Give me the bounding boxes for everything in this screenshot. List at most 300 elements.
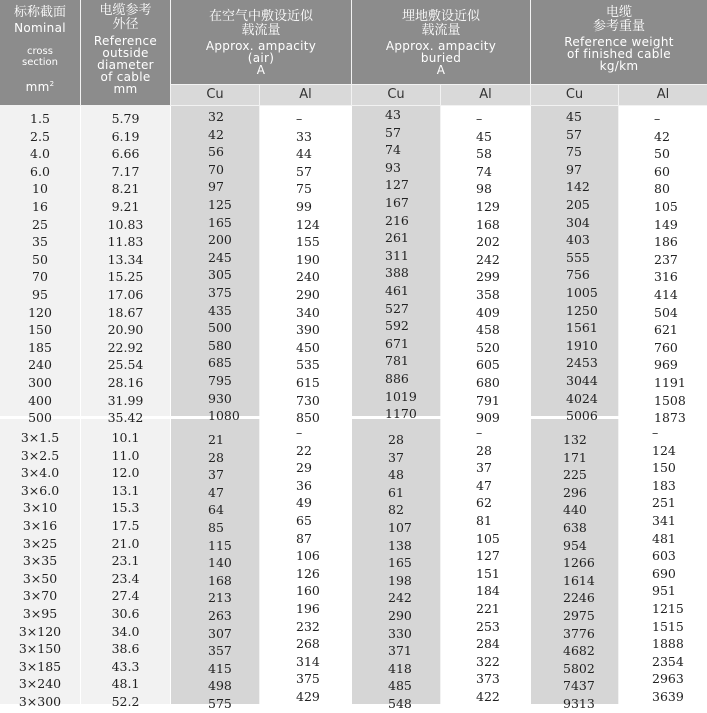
table-cell: 5.79	[111, 111, 140, 126]
table-cell: 168	[476, 216, 500, 232]
diameter-en4: of cable	[100, 70, 151, 84]
table-cell: 60	[654, 163, 670, 179]
triple-weight-al-col	[619, 424, 707, 706]
table-cell: 3×35	[22, 553, 58, 569]
table-cell: 10.83	[107, 216, 144, 232]
table-cell: 126	[296, 565, 320, 581]
table-cell: 418	[388, 660, 412, 676]
table-cell: 1515	[652, 618, 684, 634]
table-cell: 390	[296, 322, 320, 338]
table-cell: 15.3	[111, 500, 140, 516]
table-cell: 358	[476, 286, 500, 302]
table-cell: 340	[296, 304, 320, 320]
table-cell: 221	[476, 600, 500, 616]
table-cell: 3×300	[18, 693, 62, 709]
table-cell: 1888	[652, 636, 684, 652]
table-cell: 1250	[566, 302, 598, 318]
table-cell: 296	[563, 484, 587, 500]
table-cell: 167	[385, 194, 409, 210]
table-cell: 48.1	[111, 676, 140, 692]
table-cell: 520	[476, 339, 500, 355]
table-cell: 13.1	[111, 482, 140, 498]
table-cell: 10.1	[111, 430, 140, 445]
table-cell: 6.0	[30, 163, 50, 179]
table-cell: 316	[654, 269, 678, 285]
table-cell: 4682	[563, 643, 595, 659]
table-cell: 35	[32, 234, 48, 250]
table-cell: 1266	[563, 555, 595, 571]
diameter-en3: diameter	[97, 58, 154, 72]
table-cell: 28	[388, 432, 404, 447]
table-cell: –	[654, 111, 661, 126]
table-cell: 168	[208, 572, 232, 588]
table-cell: 20.90	[107, 322, 144, 338]
table-cell: 65	[296, 512, 312, 528]
air-al-label: Al	[260, 85, 351, 105]
table-cell: 3639	[652, 688, 684, 704]
table-cell: 403	[566, 232, 590, 248]
table-cell: 52.2	[111, 693, 140, 709]
table-cell: 150	[652, 460, 676, 476]
table-cell: 21	[208, 432, 224, 447]
table-cell: 42	[654, 128, 670, 144]
table-cell: 45	[476, 128, 492, 144]
table-cell: 165	[208, 214, 232, 230]
table-cell: 190	[296, 251, 320, 267]
table-cell: 305	[208, 267, 232, 283]
table-cell: 232	[296, 618, 320, 634]
table-cell: 1614	[563, 572, 595, 588]
table-cell: 3×25	[22, 535, 58, 551]
table-cell: 11.0	[111, 447, 140, 463]
table-cell: 47	[476, 477, 492, 493]
table-cell: 75	[296, 181, 312, 197]
table-cell: 11.83	[107, 234, 144, 250]
table-cell: 555	[566, 249, 590, 265]
table-cell: 730	[296, 392, 320, 408]
table-cell: 202	[476, 234, 500, 250]
weight-en2: of finished cable	[567, 47, 671, 61]
table-cell: 23.4	[111, 570, 140, 586]
table-cell: 43.3	[111, 658, 140, 674]
triple-section-col	[0, 429, 80, 711]
table-cell: 37	[208, 467, 224, 483]
table-cell: 3044	[566, 372, 598, 388]
triple-diameter-col	[81, 429, 170, 711]
air-zh1: 在空气中敷设近似	[208, 9, 313, 24]
buried-zh2: 载流量	[421, 23, 461, 38]
table-cell: 23.1	[111, 553, 140, 569]
table-cell: 1.5	[30, 111, 50, 126]
table-cell: 450	[296, 339, 320, 355]
table-cell: 690	[652, 565, 676, 581]
buried-en1: Approx. ampacity	[385, 39, 497, 53]
table-cell: 373	[476, 671, 500, 687]
table-cell: 29	[296, 460, 312, 476]
table-cell: 140	[208, 555, 232, 571]
table-cell: 371	[388, 643, 412, 659]
table-cell: 795	[208, 372, 232, 388]
table-cell: 2975	[563, 607, 595, 623]
buried-unit: A	[436, 63, 446, 77]
table-cell: 129	[476, 198, 500, 214]
table-cell: 33	[296, 128, 312, 144]
single-diameter-col	[81, 110, 170, 427]
table-cell: 311	[385, 247, 409, 263]
table-cell: 603	[652, 548, 676, 564]
table-cell: 930	[208, 390, 232, 406]
table-cell: 850	[296, 410, 320, 426]
table-cell: 57	[566, 126, 582, 142]
table-cell: 70	[208, 161, 224, 177]
table-cell: –	[652, 425, 659, 440]
table-cell: 3×95	[22, 605, 58, 621]
table-cell: 6.19	[111, 128, 140, 144]
table-cell: 56	[208, 144, 224, 160]
table-cell: 61	[388, 484, 404, 500]
table-cell: 3×120	[18, 623, 62, 639]
table-cell: 25.54	[107, 357, 144, 373]
table-cell: 240	[28, 357, 52, 373]
table-cell: 80	[654, 181, 670, 197]
table-cell: 535	[296, 357, 320, 373]
table-cell: 28	[208, 449, 224, 465]
table-cell: 44	[296, 146, 312, 162]
table-cell: 304	[566, 214, 590, 230]
table-cell: 307	[208, 625, 232, 641]
table-cell: 32	[208, 109, 224, 124]
table-cell: 151	[476, 565, 500, 581]
table-cell: 155	[296, 234, 320, 250]
table-cell: –	[296, 111, 303, 126]
table-cell: 2.5	[30, 128, 50, 144]
table-cell: 87	[296, 530, 312, 546]
table-cell: 57	[296, 163, 312, 179]
table-cell: 548	[388, 695, 412, 711]
table-cell: 969	[654, 357, 678, 373]
table-cell: –	[476, 111, 483, 126]
table-cell: 756	[566, 267, 590, 283]
table-cell: 3×240	[18, 676, 62, 692]
table-cell: 284	[476, 636, 500, 652]
table-cell: 322	[476, 653, 500, 669]
table-cell: 22.92	[107, 339, 144, 355]
table-cell: 37	[476, 460, 492, 476]
header-buried	[352, 0, 530, 84]
weight-unit: kg/km	[599, 59, 639, 73]
table-cell: 237	[654, 251, 678, 267]
table-cell: 615	[296, 374, 320, 390]
table-cell: 504	[654, 304, 678, 320]
table-cell: 35.42	[107, 410, 144, 426]
nominal-sub1: cross	[27, 46, 53, 57]
table-cell: 1170	[385, 406, 417, 422]
table-cell: 3×185	[18, 658, 62, 674]
table-cell: 50	[32, 251, 48, 267]
table-cell: 105	[476, 530, 500, 546]
table-cell: 1005	[566, 284, 598, 300]
table-cell: 138	[388, 537, 412, 553]
table-cell: 5006	[566, 408, 598, 424]
table-cell: 954	[563, 537, 587, 553]
table-cell: 400	[28, 392, 52, 408]
table-cell: 38.6	[111, 641, 140, 657]
table-cell: 388	[385, 265, 409, 281]
table-cell: 184	[476, 583, 500, 599]
header-air	[171, 0, 351, 84]
table-cell: 213	[208, 590, 232, 606]
table-cell: 74	[476, 163, 492, 179]
table-cell: 74	[385, 142, 401, 158]
table-cell: 240	[296, 269, 320, 285]
table-cell: 7437	[563, 678, 595, 694]
buried-en2: buried	[420, 51, 462, 65]
table-cell: 9313	[563, 695, 595, 711]
table-cell: 500	[28, 410, 52, 426]
table-cell: 196	[296, 600, 320, 616]
table-cell: 17.06	[107, 286, 144, 302]
diameter-unit: mm	[113, 82, 138, 96]
table-cell: 3×6.0	[20, 482, 60, 498]
table-cell: 3×2.5	[20, 447, 60, 463]
table-cell: 357	[208, 643, 232, 659]
table-cell: 42	[208, 126, 224, 142]
table-cell: 5802	[563, 660, 595, 676]
weight-cu-label: Cu	[531, 85, 618, 105]
table-cell: 8.21	[111, 181, 140, 197]
table-cell: 6.66	[111, 146, 140, 162]
table-cell: 909	[476, 410, 500, 426]
table-cell: 638	[563, 519, 587, 535]
table-cell: 242	[476, 251, 500, 267]
table-cell: 422	[476, 688, 500, 704]
table-cell: 592	[385, 318, 409, 334]
table-cell: 245	[208, 249, 232, 265]
table-cell: 10	[32, 181, 48, 197]
table-cell: 57	[385, 124, 401, 140]
table-cell: 12.0	[111, 465, 140, 481]
table-cell: 2453	[566, 355, 598, 371]
table-cell: 64	[208, 502, 224, 518]
header-diameter	[81, 0, 170, 105]
table-cell: 1215	[652, 600, 684, 616]
buried-zh1: 埋地敷设近似	[401, 9, 480, 24]
table-cell: 185	[28, 339, 52, 355]
table-cell: 17.5	[111, 517, 140, 533]
table-cell: 58	[476, 146, 492, 162]
table-cell: 261	[385, 230, 409, 246]
table-cell: 28	[476, 442, 492, 458]
table-cell: 461	[385, 282, 409, 298]
table-cell: 142	[566, 179, 590, 195]
table-cell: 50	[654, 146, 670, 162]
air-cu-label: Cu	[171, 85, 259, 105]
weight-en1: Reference weight	[564, 35, 674, 49]
table-cell: 150	[28, 322, 52, 338]
table-cell: 36	[296, 477, 312, 493]
buried-cu-label: Cu	[352, 85, 440, 105]
nominal-en: Nominal	[14, 21, 66, 35]
diameter-zh1: 电缆参考	[99, 3, 152, 18]
weight-zh1: 电缆	[605, 5, 632, 20]
table-cell: 440	[563, 502, 587, 518]
table-cell: 183	[652, 477, 676, 493]
air-en2: (air)	[247, 51, 275, 65]
table-cell: 99	[296, 198, 312, 214]
table-cell: 1080	[208, 408, 240, 424]
table-cell: 3×70	[22, 588, 58, 604]
table-cell: 93	[385, 159, 401, 175]
table-cell: 409	[476, 304, 500, 320]
table-cell: 685	[208, 355, 232, 371]
table-cell: 580	[208, 337, 232, 353]
table-cell: 198	[388, 572, 412, 588]
table-cell: 7.17	[111, 163, 140, 179]
table-cell: 98	[476, 181, 492, 197]
table-cell: 45	[566, 109, 582, 124]
table-cell: 125	[208, 196, 232, 212]
buried-al-label: Al	[441, 85, 530, 105]
nominal-unit: $mm^2$	[25, 80, 55, 94]
header-weight	[531, 0, 707, 84]
table-cell: 671	[385, 335, 409, 351]
table-cell: 124	[296, 216, 320, 232]
table-cell: 205	[566, 196, 590, 212]
table-cell: 498	[208, 678, 232, 694]
table-cell: 200	[208, 232, 232, 248]
diameter-en2: outside	[102, 46, 149, 60]
table-cell: 527	[385, 300, 409, 316]
table-cell: 97	[208, 179, 224, 195]
table-cell: 31.99	[107, 392, 144, 408]
table-cell: 47	[208, 484, 224, 500]
table-cell: 268	[296, 636, 320, 652]
air-en1: Approx. ampacity	[205, 39, 317, 53]
table-cell: 485	[388, 678, 412, 694]
table-cell: 886	[385, 370, 409, 386]
table-cell: 28.16	[107, 374, 144, 390]
table-cell: 500	[208, 320, 232, 336]
table-cell: 115	[208, 537, 232, 553]
table-cell: 414	[654, 286, 678, 302]
table-cell: 27.4	[111, 588, 140, 604]
table-cell: 30.6	[111, 605, 140, 621]
table-cell: 314	[296, 653, 320, 669]
table-cell: 1561	[566, 320, 598, 336]
table-cell: 3×16	[22, 517, 58, 533]
air-unit: A	[256, 63, 266, 77]
table-cell: 341	[652, 512, 676, 528]
table-cell: 621	[654, 322, 678, 338]
table-cell: 34.0	[111, 623, 140, 639]
table-cell: 120	[28, 304, 52, 320]
table-cell: 70	[32, 269, 48, 285]
table-cell: 3×50	[22, 570, 58, 586]
air-zh2: 载流量	[241, 23, 281, 38]
weight-al-label: Al	[619, 85, 707, 105]
table-cell: 106	[296, 548, 320, 564]
table-cell: 781	[385, 353, 409, 369]
table-cell: 330	[388, 625, 412, 641]
table-cell: 127	[385, 177, 409, 193]
table-cell: 242	[388, 590, 412, 606]
table-cell: 75	[566, 144, 582, 160]
table-cell: 605	[476, 357, 500, 373]
table-cell: 3×4.0	[20, 465, 60, 481]
table-cell: 375	[296, 671, 320, 687]
table-cell: 251	[652, 495, 676, 511]
table-cell: 22	[296, 442, 312, 458]
table-cell: 3776	[563, 625, 595, 641]
table-cell: 575	[208, 695, 232, 711]
header-nominal	[0, 0, 80, 105]
table-cell: 25	[32, 216, 48, 232]
table-cell: 43	[385, 107, 401, 122]
table-cell: –	[476, 425, 483, 440]
table-cell: 4.0	[30, 146, 50, 162]
table-cell: 2246	[563, 590, 595, 606]
table-cell: 165	[388, 555, 412, 571]
single-section-col	[0, 110, 80, 427]
table-cell: 95	[32, 286, 48, 302]
table-cell: 760	[654, 339, 678, 355]
table-cell: 263	[208, 607, 232, 623]
table-cell: 124	[652, 442, 676, 458]
table-cell: 21.0	[111, 535, 140, 551]
table-cell: 186	[654, 234, 678, 250]
single-weight-al-col	[619, 110, 707, 427]
table-cell: 49	[296, 495, 312, 511]
table-cell: 1910	[566, 337, 598, 353]
table-cell: 171	[563, 449, 587, 465]
diameter-en1: Reference	[93, 34, 158, 48]
table-cell: 15.25	[107, 269, 144, 285]
diameter-zh2: 外径	[112, 17, 139, 32]
table-cell: 132	[563, 432, 587, 447]
table-cell: 97	[566, 161, 582, 177]
table-cell: 458	[476, 322, 500, 338]
table-cell: 16	[32, 198, 48, 214]
table-cell: 13.34	[107, 251, 144, 267]
table-cell: 1508	[654, 392, 686, 408]
table-cell: 107	[388, 519, 412, 535]
nominal-zh: 标称截面	[13, 5, 66, 20]
weight-zh2: 参考重量	[592, 19, 645, 34]
table-cell: 37	[388, 449, 404, 465]
table-cell: 3×1.5	[20, 430, 60, 445]
table-cell: 290	[296, 286, 320, 302]
table-cell: 253	[476, 618, 500, 634]
nominal-sub2: section	[21, 57, 58, 68]
table-cell: 290	[388, 607, 412, 623]
table-cell: 82	[388, 502, 404, 518]
table-cell: 18.67	[107, 304, 144, 320]
table-cell: 85	[208, 519, 224, 535]
table-cell: 1019	[385, 388, 417, 404]
table-cell: 2963	[652, 671, 684, 687]
table-cell: 160	[296, 583, 320, 599]
table-cell: 127	[476, 548, 500, 564]
table-cell: 375	[208, 284, 232, 300]
table-cell: 1191	[654, 374, 686, 390]
table-cell: 3×10	[22, 500, 58, 516]
table-cell: 9.21	[111, 198, 140, 214]
table-cell: 225	[563, 467, 587, 483]
table-cell: 680	[476, 374, 500, 390]
table-cell: 1873	[654, 410, 686, 426]
table-cell: 951	[652, 583, 676, 599]
table-cell: 149	[654, 216, 678, 232]
